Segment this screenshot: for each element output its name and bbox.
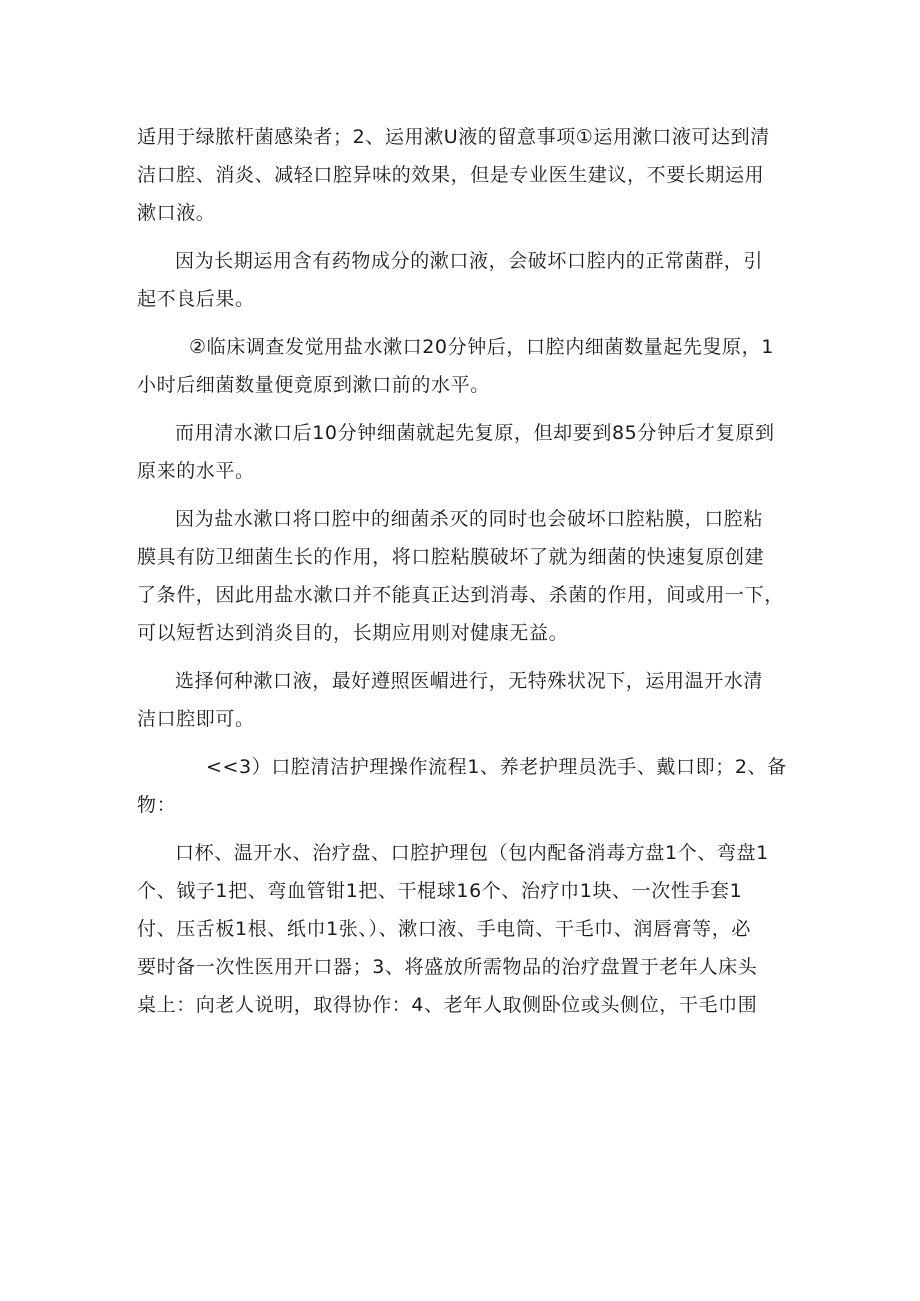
text-line: <<3）口腔清洁护理操作流程1、养老护理员洗手、戴口即；2、备 bbox=[206, 756, 787, 778]
paragraph-8 bbox=[137, 834, 787, 1024]
paragraph-5 bbox=[137, 500, 787, 652]
paragraph-2 bbox=[137, 242, 787, 318]
text-line: 洁口腔、消炎、减轻口腔异味的效果，但是专业医生建议，不要长期运用 bbox=[137, 164, 765, 186]
text-line: 物： bbox=[137, 794, 177, 816]
text-line: ②临床调查发觉用盐水漱口20分钟后，口腔内细菌数量起先叟原，1 bbox=[189, 336, 774, 358]
paragraph-3 bbox=[137, 328, 787, 404]
text-line: 漱口液。 bbox=[137, 202, 216, 224]
text-line: 可以短哲达到消炎目的，长期应用则对健康无益。 bbox=[137, 622, 569, 644]
document-body bbox=[137, 118, 787, 1034]
paragraph-4 bbox=[137, 414, 787, 490]
text-line: 而用清水漱口后10分钟细菌就起先复原，但却要到85分钟后才复原到 bbox=[175, 422, 775, 444]
text-line: 要时备一次性医用开口器；3、将盛放所需物品的治疗盘置于老年人床头 bbox=[137, 956, 758, 978]
text-line: 洁口腔即可。 bbox=[137, 708, 255, 730]
paragraph-1 bbox=[137, 118, 787, 232]
text-line: 原来的水平。 bbox=[137, 460, 255, 482]
text-line: 了条件，因此用盐水漱口并不能真正达到消毒、杀菌的作用，间或用一下， bbox=[137, 584, 784, 606]
text-line: 适用于绿脓杆菌感染者；2、运用漱U液的留意事项①运用漱口液可达到清 bbox=[137, 126, 770, 148]
text-line: 膜具有防卫细菌生长的作用，将口腔粘膜破坏了就为细菌的快速复原创建 bbox=[137, 546, 765, 568]
text-line: 起不良后果。 bbox=[137, 288, 255, 310]
text-line: 付、压舌板1根、纸巾1张、）、漱口液、手电筒、干毛巾、润唇膏等，必 bbox=[137, 918, 751, 940]
paragraph-6 bbox=[137, 662, 787, 738]
text-line: 口杯、温开水、治疗盘、口腔护理包（包内配备消毒方盘1个、弯盘1 bbox=[175, 842, 769, 864]
text-line: 桌上：向老人说明，取得协作：4、老年人取侧卧位或头侧位，干毛巾围 bbox=[137, 994, 758, 1016]
text-line: 因为长期运用含有药物成分的漱口液，会破坏口腔内的正常菌群，引 bbox=[175, 250, 764, 272]
text-line: 个、钺子1把、弯血管钳1把、干棍球16个、治疗巾1块、一次性手套1 bbox=[137, 880, 743, 902]
text-line: 小时后细菌数量便竟原到漱口前的水平。 bbox=[137, 374, 490, 396]
paragraph-7 bbox=[137, 748, 787, 824]
text-line: 因为盐水漱口将口腔中的细菌杀灭的同时也会破坏口腔粘膜，口腔粘 bbox=[175, 508, 764, 530]
text-line: 选择何种漱口液，最好遵照医嵋进行，无特殊状况下，运用温开水清 bbox=[175, 670, 764, 692]
